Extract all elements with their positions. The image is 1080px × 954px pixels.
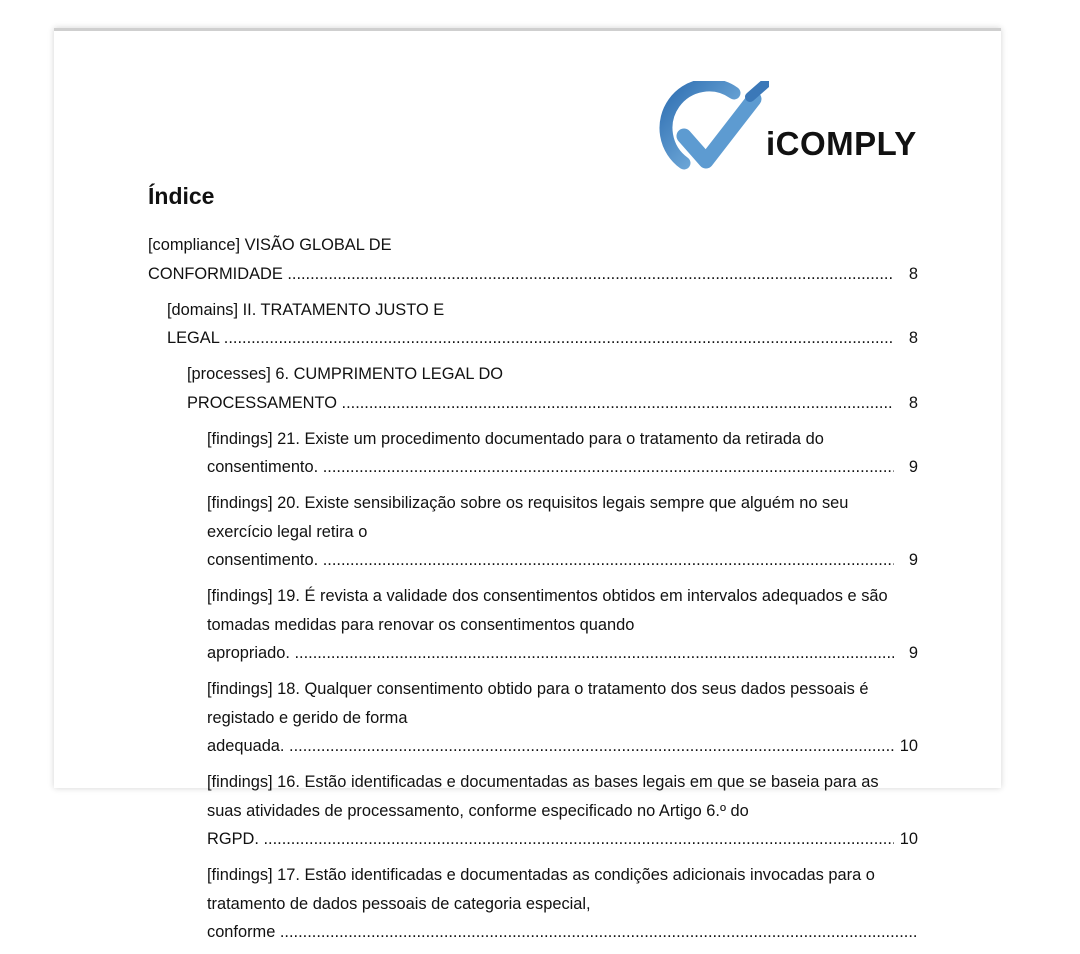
toc-entry[interactable] bbox=[207, 768, 918, 854]
toc-entry[interactable] bbox=[207, 425, 918, 482]
toc-entry-page-number: 10 bbox=[894, 825, 918, 854]
toc-entry-page-number: 9 bbox=[894, 453, 918, 482]
toc-entry[interactable] bbox=[148, 231, 918, 288]
toc-entry-page-number: 10 bbox=[894, 732, 918, 761]
toc-entry-page-number: 8 bbox=[894, 389, 918, 418]
toc-entry-text: [domains] II. TRATAMENTO JUSTO E LEGAL ..... bbox=[167, 301, 918, 348]
toc-entry[interactable] bbox=[207, 675, 918, 761]
toc-title: Índice bbox=[148, 183, 215, 209]
toc-entry-text: [findings] 17. Estão identificadas e documentadas as condições adicionais invocadas para o tratamento de dados pessoais de categoria especial, conforme ..... bbox=[207, 866, 918, 941]
icomply-logo bbox=[654, 81, 924, 181]
toc-entry-page-number: 9 bbox=[894, 546, 918, 575]
toc-entry[interactable] bbox=[187, 360, 918, 417]
toc-entry-text: [compliance] VISÃO GLOBAL DE CONFORMIDADE ..... bbox=[148, 236, 918, 283]
toc-entry[interactable] bbox=[207, 582, 918, 668]
logo-wordmark: iCOMPLY bbox=[766, 125, 917, 162]
toc-entry-text: [findings] 20. Existe sensibilização sobre os requisitos legais sempre que alguém no seu exercício legal retira o consentimento. ..... bbox=[207, 494, 918, 569]
toc-entry-text: [findings] 19. É revista a validade dos consentimentos obtidos em intervalos adequados e são tomadas medidas para renovar os consentimentos quando apropriado. ..... bbox=[207, 587, 918, 662]
toc-entry[interactable] bbox=[207, 489, 918, 575]
toc-entry-text: [findings] 18. Qualquer consentimento obtido para o tratamento dos seus dados pessoais é registado e gerido de forma adequada. ..... bbox=[207, 680, 918, 755]
toc-entry-page-number: 8 bbox=[894, 324, 918, 353]
table-of-contents bbox=[148, 231, 918, 954]
toc-entry[interactable] bbox=[207, 861, 918, 947]
toc-entry-page-number: 8 bbox=[894, 260, 918, 289]
toc-entry-text: [findings] 21. Existe um procedimento documentado para o tratamento da retirada do consentimento. ..... bbox=[207, 430, 918, 477]
toc-entry-text: [findings] 16. Estão identificadas e documentadas as bases legais em que se baseia para as suas atividades de processamento, conforme especificado no Artigo 6.º do RGPD. ..... bbox=[207, 773, 918, 848]
toc-entry-page-number: 9 bbox=[894, 639, 918, 668]
toc-entry[interactable] bbox=[167, 296, 918, 353]
document-page bbox=[54, 28, 1001, 941]
check-shield-icon bbox=[654, 81, 769, 181]
toc-entry-text: [processes] 6. CUMPRIMENTO LEGAL DO PROCESSAMENTO ..... bbox=[187, 365, 918, 412]
